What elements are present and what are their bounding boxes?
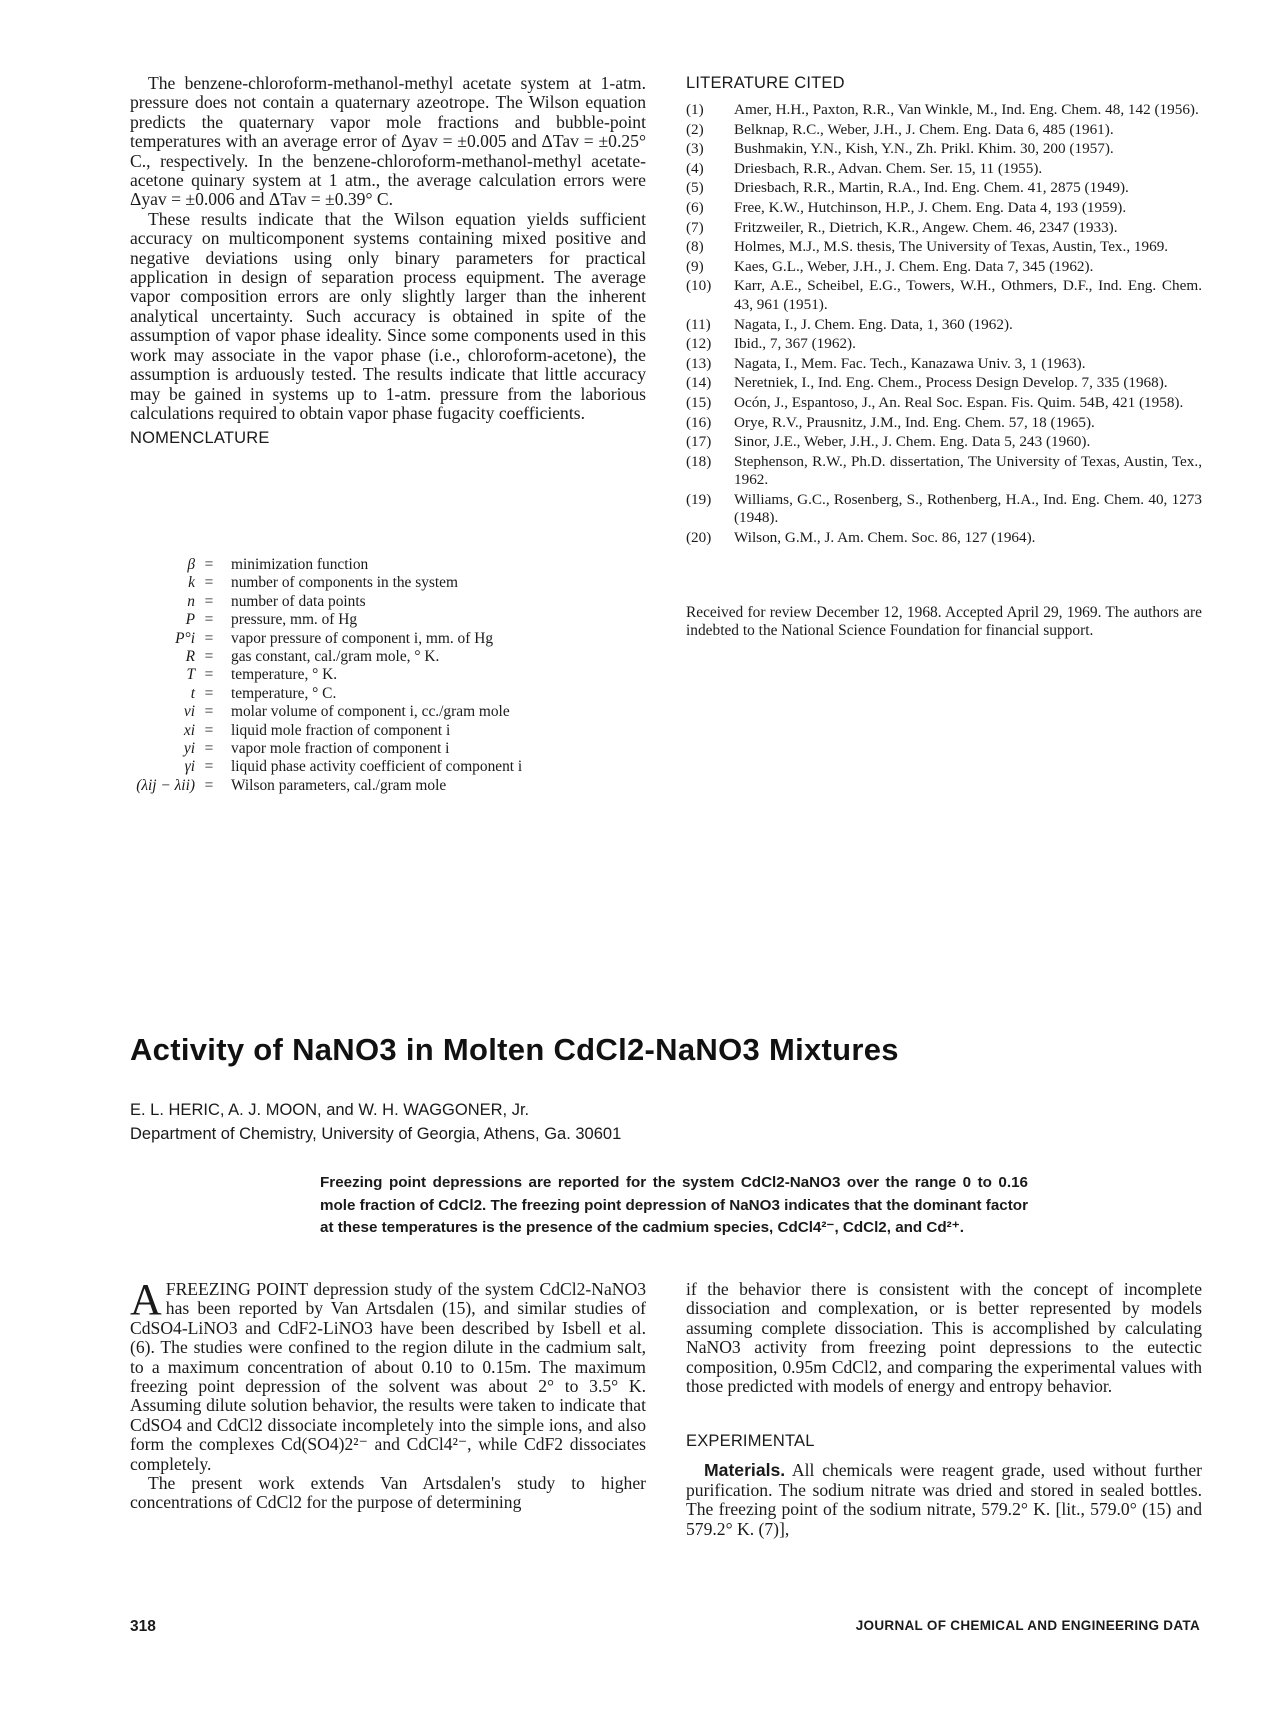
nomenclature-def: temperature, ° C. xyxy=(231,684,337,702)
body-paragraph: The present work extends Van Artsdalen's study to higher concentrations of CdCl2 for the purpose of determining xyxy=(130,1473,646,1513)
reference-text: Orye, R.V., Prausnitz, J.M., Ind. Eng. Chem. 57, 18 (1965). xyxy=(734,413,1095,431)
reference-number: (12) xyxy=(686,335,712,353)
page-number: 318 xyxy=(130,1618,156,1635)
nomenclature-row xyxy=(130,593,650,611)
reference-number: (2) xyxy=(686,120,704,138)
section-heading-nomenclature: NOMENCLATURE xyxy=(130,429,270,448)
nomenclature-eq: = xyxy=(204,703,214,721)
reference-text: Sinor, J.E., Weber, J.H., J. Chem. Eng. Data 5, 243 (1960). xyxy=(734,433,1091,451)
nomenclature-row xyxy=(130,611,650,629)
article-left-column xyxy=(130,1275,646,1513)
nomenclature-def: number of data points xyxy=(231,592,366,610)
nomenclature-sym: n xyxy=(187,592,195,610)
reference-item xyxy=(686,374,1202,393)
nomenclature-def: liquid phase activity coefficient of component i xyxy=(231,758,523,776)
nomenclature-row xyxy=(130,630,650,648)
reference-item xyxy=(686,277,1202,314)
nomenclature-row xyxy=(130,777,650,795)
reference-item xyxy=(686,199,1202,218)
article-right-column xyxy=(686,1280,1202,1539)
nomenclature-def: liquid mole fraction of component i xyxy=(231,721,451,739)
nomenclature-eq: = xyxy=(204,776,214,794)
body-paragraph: These results indicate that the Wilson equation yields sufficient accuracy on multicomponent systems containing mixed positive and negative deviations using only binary parameters for practical application in design of separation process equipment. The average vapor composition errors are only slightly larger than the inherent analytical uncertainty. Such accuracy is obtained in spite of the assumption of vapor phase ideality. Since some components used in this work may associate in the vapor phase (i.e., chloroform-acetone), the assumption is arduously tested. The results indicate that little accuracy may be gained in systems up to 1-atm. pressure from the laborious calculations required to obtain vapor phase fugacity coefficients. xyxy=(130,208,646,423)
nomenclature-def: minimization function xyxy=(231,556,369,573)
nomenclature-def: gas constant, cal./gram mole, ° K. xyxy=(231,647,440,665)
reference-number: (8) xyxy=(686,238,704,256)
reference-number: (10) xyxy=(686,277,712,295)
reference-number: (19) xyxy=(686,490,712,508)
reference-list xyxy=(686,101,1202,548)
nomenclature-row xyxy=(130,740,650,758)
reference-text: Nagata, I., Mem. Fac. Tech., Kanazawa Univ. 3, 1 (1963). xyxy=(734,354,1086,372)
reference-item xyxy=(686,394,1202,413)
reference-item xyxy=(686,433,1202,452)
reference-item xyxy=(686,121,1202,140)
reference-text: Amer, H.H., Paxton, R.R., Van Winkle, M., Ind. Eng. Chem. 48, 142 (1956). xyxy=(734,101,1199,118)
article-title: Activity of NaNO3 in Molten CdCl2-NaNO3 Mixtures xyxy=(130,1032,899,1067)
section-heading-experimental: EXPERIMENTAL xyxy=(686,1432,815,1451)
reference-item xyxy=(686,101,1202,120)
nomenclature-sym: t xyxy=(190,684,195,702)
nomenclature-sym: yi xyxy=(183,739,195,757)
reference-number: (4) xyxy=(686,159,704,177)
nomenclature-sym: P xyxy=(185,611,195,629)
reference-number: (15) xyxy=(686,393,712,411)
nomenclature-eq: = xyxy=(204,647,214,665)
nomenclature-eq: = xyxy=(204,611,214,629)
reference-text: Free, K.W., Hutchinson, H.P., J. Chem. Eng. Data 4, 193 (1959). xyxy=(734,198,1127,216)
reference-number: (14) xyxy=(686,374,712,392)
nomenclature-eq: = xyxy=(204,758,214,776)
nomenclature-sym: R xyxy=(185,647,195,665)
reference-number: (20) xyxy=(686,529,712,547)
reference-text: Ibid., 7, 367 (1962). xyxy=(734,335,856,353)
reference-item xyxy=(686,140,1202,159)
nomenclature-row xyxy=(130,685,650,703)
reference-number: (9) xyxy=(686,257,704,275)
reference-number: (3) xyxy=(686,140,704,158)
reference-text: Wilson, G.M., J. Am. Chem. Soc. 86, 127 (1964). xyxy=(734,529,1036,547)
reference-text: Neretniek, I., Ind. Eng. Chem., Process Design Develop. 7, 335 (1968). xyxy=(734,374,1168,392)
nomenclature-row xyxy=(130,666,650,684)
materials-text: All chemicals were reagent grade, used without further purification. The sodium nitrate was dried and stored in sealed bottles. The freezing point of the sodium nitrate, 579.2° K. [lit., 579.0° (15) and 579.2° K. (7)], xyxy=(686,1460,1202,1539)
reference-item xyxy=(686,258,1202,277)
article-abstract: Freezing point depressions are reported for the system CdCl2-NaNO3 over the range 0 to 0.16 mole fraction of CdCl2. The freezing point depression of NaNO3 indicates that the dominant factor at these temperatures is the presence of the cadmium species, CdCl4²⁻, CdCl2, and Cd²⁺. xyxy=(320,1174,1028,1237)
nomenclature-sym: P°i xyxy=(175,629,195,647)
nomenclature-sym: (λij − λii) xyxy=(136,776,195,794)
reference-item xyxy=(686,238,1202,257)
reference-item xyxy=(686,414,1202,433)
left-column-top xyxy=(130,74,646,448)
reference-text: Belknap, R.C., Weber, J.H., J. Chem. Eng. Data 6, 485 (1961). xyxy=(734,120,1114,138)
materials-paragraph xyxy=(686,1461,1202,1539)
nomenclature-eq: = xyxy=(204,556,214,573)
journal-name: JOURNAL OF CHEMICAL AND ENGINEERING DATA xyxy=(855,1618,1200,1633)
intro-paragraph xyxy=(130,1275,646,1474)
reference-number: (13) xyxy=(686,354,712,372)
nomenclature-row xyxy=(130,703,650,721)
reference-number: (17) xyxy=(686,433,712,451)
nomenclature-def: pressure, mm. of Hg xyxy=(231,611,358,629)
nomenclature-eq: = xyxy=(204,684,214,702)
reference-text: Nagata, I., J. Chem. Eng. Data, 1, 360 (1962). xyxy=(734,315,1013,333)
nomenclature-sym: k xyxy=(188,574,195,592)
nomenclature-def: Wilson parameters, cal./gram mole xyxy=(231,776,447,794)
nomenclature-row xyxy=(130,722,650,740)
nomenclature-sym: xi xyxy=(183,721,195,739)
nomenclature-def: vapor mole fraction of component i xyxy=(231,739,450,757)
reference-item xyxy=(686,179,1202,198)
drop-cap: A xyxy=(130,1275,162,1324)
intro-text: FREEZING POINT depression study of the system CdCl2-NaNO3 has been reported by Van Artsdalen (15), and similar studies of CdSO4-LiNO3 and CdF2-LiNO3 have been described by Isbell et al. (6). The studies were confined to the region dilute in the cadmium salt, to a maximum concentration of about 0.10 to 0.15m. The maximum freezing point depression of the solvent was about 2° to 3.5° K. Assuming dilute solution behavior, the results were taken to indicate that CdSO4 and CdCl2 dissociate incompletely into the simple ions, and also form the complexes Cd(SO4)2²⁻ and CdCl4²⁻, while CdF2 dissociates completely. xyxy=(130,1279,646,1474)
nomenclature-def: molar volume of component i, cc./gram mole xyxy=(231,703,510,721)
reference-item xyxy=(686,160,1202,179)
nomenclature-row xyxy=(130,648,650,666)
nomenclature-eq: = xyxy=(204,739,214,757)
nomenclature-eq: = xyxy=(204,592,214,610)
body-paragraph: The benzene-chloroform-methanol-methyl acetate system at 1-atm. pressure does not contain a quaternary azeotrope. The Wilson equation predicts the quaternary vapor mole fractions and bubble-point temperatures with an average error of Δyav = ±0.005 and ΔTav = ±0.25° C., respectively. In the benzene-chloroform-methanol-methyl acetate-acetone quinary system at 1 atm., the average calculation errors were Δyav = ±0.006 and ΔTav = ±0.39° C. xyxy=(130,73,646,210)
article-authors: E. L. HERIC, A. J. MOON, and W. H. WAGGONER, Jr. xyxy=(130,1101,530,1119)
received-note: Received for review December 12, 1968. Accepted April 29, 1969. The authors are indebted to the National Science Foundation for financial support. xyxy=(686,603,1202,640)
nomenclature-sym: β xyxy=(187,556,195,573)
reference-item xyxy=(686,355,1202,374)
reference-text: Williams, G.C., Rosenberg, S., Rothenberg, H.A., Ind. Eng. Chem. 40, 1273 (1948). xyxy=(734,490,1202,527)
reference-number: (7) xyxy=(686,218,704,236)
reference-text: Stephenson, R.W., Ph.D. dissertation, The University of Texas, Austin, Tex., 1962. xyxy=(734,452,1202,489)
reference-number: (6) xyxy=(686,198,704,216)
reference-text: Holmes, M.J., M.S. thesis, The University of Texas, Austin, Tex., 1969. xyxy=(734,238,1169,256)
nomenclature-eq: = xyxy=(204,629,214,647)
reference-text: Kaes, G.L., Weber, J.H., J. Chem. Eng. Data 7, 345 (1962). xyxy=(734,257,1094,275)
reference-text: Ocón, J., Espantoso, J., An. Real Soc. Espan. Fis. Quim. 54B, 421 (1958). xyxy=(734,393,1184,411)
nomenclature-eq: = xyxy=(204,574,214,592)
reference-text: Bushmakin, Y.N., Kish, Y.N., Zh. Prikl. Khim. 30, 200 (1957). xyxy=(734,140,1114,158)
right-column-top xyxy=(686,74,1202,656)
nomenclature-sym: T xyxy=(186,666,195,684)
nomenclature-eq: = xyxy=(204,666,214,684)
nomenclature-sym: γi xyxy=(184,758,195,776)
nomenclature-def: temperature, ° K. xyxy=(231,666,338,684)
reference-text: Driesbach, R.R., Martin, R.A., Ind. Eng. Chem. 41, 2875 (1949). xyxy=(734,179,1129,197)
materials-label: Materials. xyxy=(704,1460,786,1481)
reference-item xyxy=(686,219,1202,238)
reference-number: (18) xyxy=(686,452,712,470)
nomenclature-def: number of components in the system xyxy=(231,574,458,592)
reference-item xyxy=(686,491,1202,528)
nomenclature-row xyxy=(130,574,650,592)
nomenclature-def: vapor pressure of component i, mm. of Hg xyxy=(231,629,494,647)
reference-number: (16) xyxy=(686,413,712,431)
reference-number: (5) xyxy=(686,179,704,197)
nomenclature-eq: = xyxy=(204,721,214,739)
nomenclature-list xyxy=(130,556,650,795)
reference-item xyxy=(686,453,1202,490)
article-affiliation: Department of Chemistry, University of Georgia, Athens, Ga. 30601 xyxy=(130,1125,622,1143)
reference-text: Karr, A.E., Scheibel, E.G., Towers, W.H., Othmers, D.F., Ind. Eng. Chem. 43, 961 (1951). xyxy=(734,277,1202,313)
reference-item xyxy=(686,316,1202,335)
reference-text: Fritzweiler, R., Dietrich, K.R., Angew. Chem. 46, 2347 (1933). xyxy=(734,218,1118,236)
reference-number: (11) xyxy=(686,315,711,333)
section-heading-literature: LITERATURE CITED xyxy=(686,74,845,92)
reference-item xyxy=(686,529,1202,548)
reference-number: (1) xyxy=(686,101,704,118)
reference-item xyxy=(686,335,1202,354)
body-paragraph: if the behavior there is consistent with the concept of incomplete dissociation and complexation, or is better represented by models assuming complete dissociation. This is accomplished by calculating NaNO3 activity from freezing point depressions to the eutectic composition, 0.95m CdCl2, and comparing the experimental values with those predicted with models of energy and entropy behavior. xyxy=(686,1279,1202,1397)
nomenclature-sym: vi xyxy=(183,703,195,721)
nomenclature-row xyxy=(130,758,650,776)
nomenclature-row xyxy=(130,556,650,574)
reference-text: Driesbach, R.R., Advan. Chem. Ser. 15, 11 (1955). xyxy=(734,159,1043,177)
